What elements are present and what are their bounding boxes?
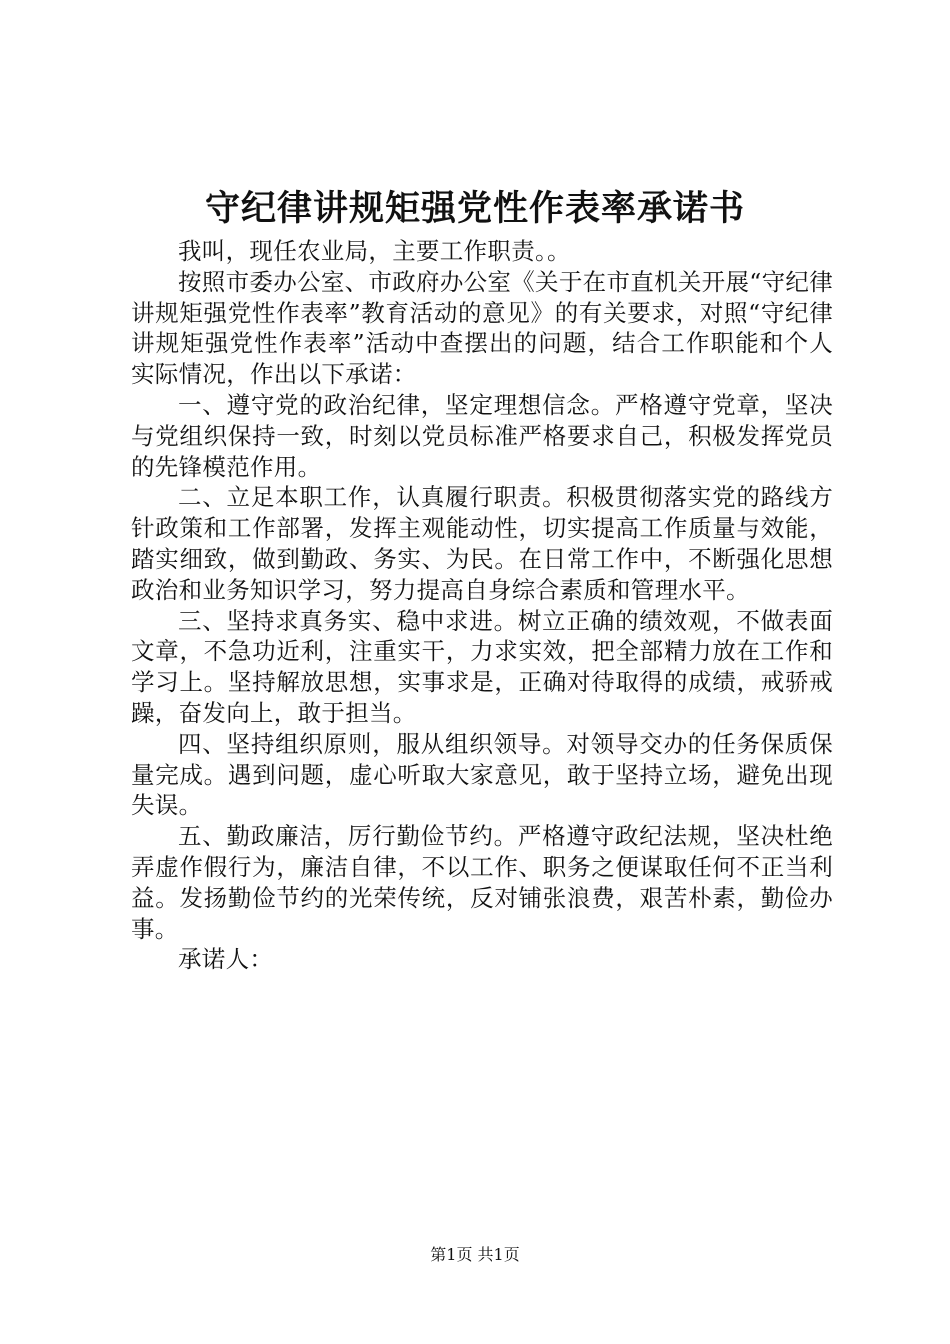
paragraph-intro: 我叫，现任农业局，主要工作职责。。 — [178, 237, 571, 265]
paragraph-pledge-5: 五、勤政廉洁，厉行勤俭节约。严格遵守政纪法规，坚决杜绝弄虚作假行为，廉洁自律，不以工作、职务之便谋取任何不正当利益。发扬勤俭节约的光荣传统，反对铺张浪费，艰苦朴素，勤俭办事。 — [131, 822, 833, 943]
paragraph-basis: 按照市委办公室、市政府办公室《关于在市直机关开展“守纪律讲规矩强党性作表率”教育活动的意见》的有关要求，对照“守纪律讲规矩强党性作表率”活动中查摆出的问题，结合工作职能和个人实际情况，作出以下承诺： — [131, 267, 833, 389]
document-body — [131, 236, 833, 975]
paragraph-pledge-4: 四、坚持组织原则，服从组织领导。对领导交办的任务保质保量完成。遇到问题，虚心听取大家意见，敢于坚持立场，避免出现失误。 — [131, 729, 833, 820]
page-footer: 第1页 共1页 — [430, 1245, 520, 1264]
signature-line: 承诺人： — [178, 945, 274, 974]
paragraph-pledge-3: 三、坚持求真务实、稳中求进。树立正确的绩效观，不做表面文章，不急功近利，注重实干，力求实效，把全部精力放在工作和学习上。坚持解放思想，实事求是，正确对待取得的成绩，戒骄戒躁，奋发向上，敢于担当。 — [131, 606, 833, 727]
page-title: 守纪律讲规矩强党性作表率承诺书 — [204, 188, 745, 229]
paragraph-pledge-1: 一、遵守党的政治纪律，坚定理想信念。严格遵守党章，坚决与党组织保持一致，时刻以党员标准严格要求自己，积极发挥党员的先锋模范作用。 — [131, 390, 833, 481]
paragraph-pledge-2: 二、立足本职工作，认真履行职责。积极贯彻落实党的路线方针政策和工作部署，发挥主观能动性，切实提高工作质量与效能，踏实细致，做到勤政、务实、为民。在日常工作中，不断强化思想政治和业务知识学习，努力提高自身综合素质和管理水平。 — [131, 483, 833, 604]
